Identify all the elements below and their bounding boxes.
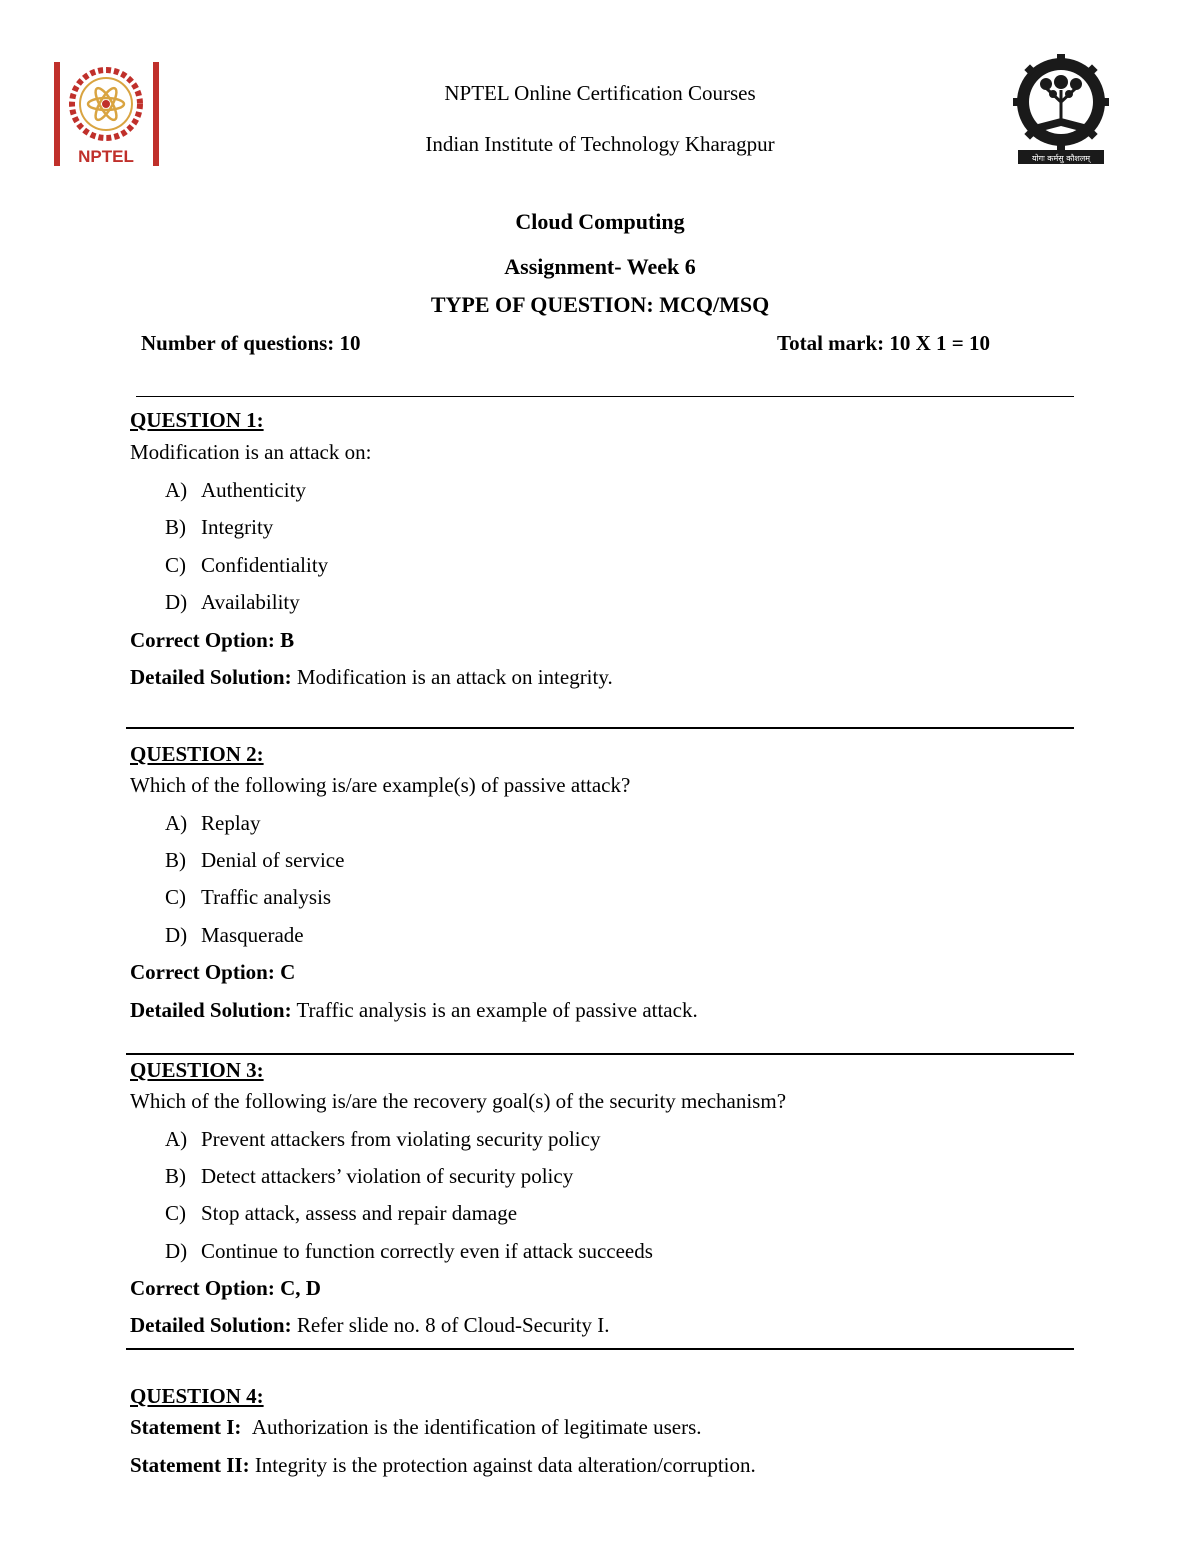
question-4-label: QUESTION 4: [130,1384,264,1408]
question-3-option-b [165,1164,573,1189]
statement-text: Integrity is the protection against data alteration/corruption. [254,1453,756,1477]
solution-text: Refer slide no. 8 of Cloud-Security I. [296,1313,610,1337]
question-3-correct-option [130,1276,321,1301]
option-letter: B) [165,515,186,539]
assignment-title: Assignment- Week 6 [504,254,696,279]
statement-label: Statement II: [130,1453,250,1477]
solution-label: Detailed Solution: [130,665,292,689]
option-letter: B) [165,848,186,872]
solution-text: Modification is an attack on integrity. [296,665,613,689]
statement-label: Statement I: [130,1415,242,1439]
question-1-option-c [165,553,328,578]
question-4-statement-1 [130,1415,702,1440]
solution-label: Detailed Solution: [130,998,292,1022]
solution-label: Detailed Solution: [130,1313,292,1337]
question-2-option-c [165,885,331,910]
option-text: Prevent attackers from violating security policy [201,1127,601,1151]
option-text: Authenticity [201,478,306,502]
number-of-questions: Number of questions: 10 [141,331,361,355]
question-1-option-a [165,478,306,503]
divider [126,1348,1074,1350]
option-letter: C) [165,553,186,577]
option-text: Stop attack, assess and repair damage [201,1201,518,1225]
option-text: Integrity [201,515,274,539]
question-4-statement-2 [130,1453,756,1478]
iit-logo-motto: योगः कर्मसु कौशलम् [1031,154,1091,163]
question-1-option-d [165,590,300,615]
question-type: TYPE OF QUESTION: MCQ/MSQ [430,292,770,317]
option-letter: A) [165,478,188,502]
correct-option-value: C, D [280,1276,321,1300]
option-text: Availability [201,590,300,614]
header-line-1: NPTEL Online Certification Courses [444,81,756,105]
question-2-label: QUESTION 2: [130,742,264,766]
question-3-label: QUESTION 3: [130,1058,264,1082]
statement-text: Authorization is the identification of legitimate users. [251,1415,702,1439]
question-2-option-b [165,848,344,873]
option-text: Masquerade [201,923,304,947]
divider [126,727,1074,729]
question-3-option-a [165,1127,600,1152]
option-letter: A) [165,1127,188,1151]
question-3-text: Which of the following is/are the recovery goal(s) of the security mechanism? [130,1089,787,1113]
question-1-option-b [165,515,273,540]
option-letter: D) [165,590,188,614]
option-letter: B) [165,1164,186,1188]
question-1-label: QUESTION 1: [130,408,264,432]
option-letter: C) [165,1201,186,1225]
option-text: Continue to function correctly even if attack succeeds [201,1239,653,1263]
divider [126,1053,1074,1055]
correct-option-value: C [280,960,296,984]
question-1-solution [130,665,613,690]
question-3-option-c [165,1201,517,1226]
correct-option-label: Correct Option: [130,1276,275,1300]
option-letter: D) [165,923,188,947]
option-letter: A) [165,811,188,835]
option-text: Confidentiality [201,553,329,577]
question-2-correct-option [130,960,295,985]
question-3-solution [130,1313,609,1338]
question-1-correct-option [130,628,294,653]
question-1-text: Modification is an attack on: [130,440,372,464]
option-text: Traffic analysis [201,885,332,909]
divider [136,396,1074,397]
header-line-2: Indian Institute of Technology Kharagpur [425,132,775,156]
course-title: Cloud Computing [515,209,685,234]
question-2-solution [130,998,698,1023]
question-2-option-a [165,811,260,836]
nptel-logo-text: NPTEL [78,147,134,166]
total-mark: Total mark: 10 X 1 = 10 [777,331,991,355]
correct-option-label: Correct Option: [130,628,275,652]
question-2-text: Which of the following is/are example(s) of passive attack? [130,773,631,797]
option-text: Replay [201,811,261,835]
solution-text: Traffic analysis is an example of passive attack. [296,998,698,1022]
correct-option-label: Correct Option: [130,960,275,984]
option-letter: C) [165,885,186,909]
option-text: Denial of service [201,848,345,872]
question-2-option-d [165,923,304,948]
option-letter: D) [165,1239,188,1263]
option-text: Detect attackers’ violation of security policy [201,1164,574,1188]
correct-option-value: B [280,628,295,652]
question-3-option-d [165,1239,653,1264]
